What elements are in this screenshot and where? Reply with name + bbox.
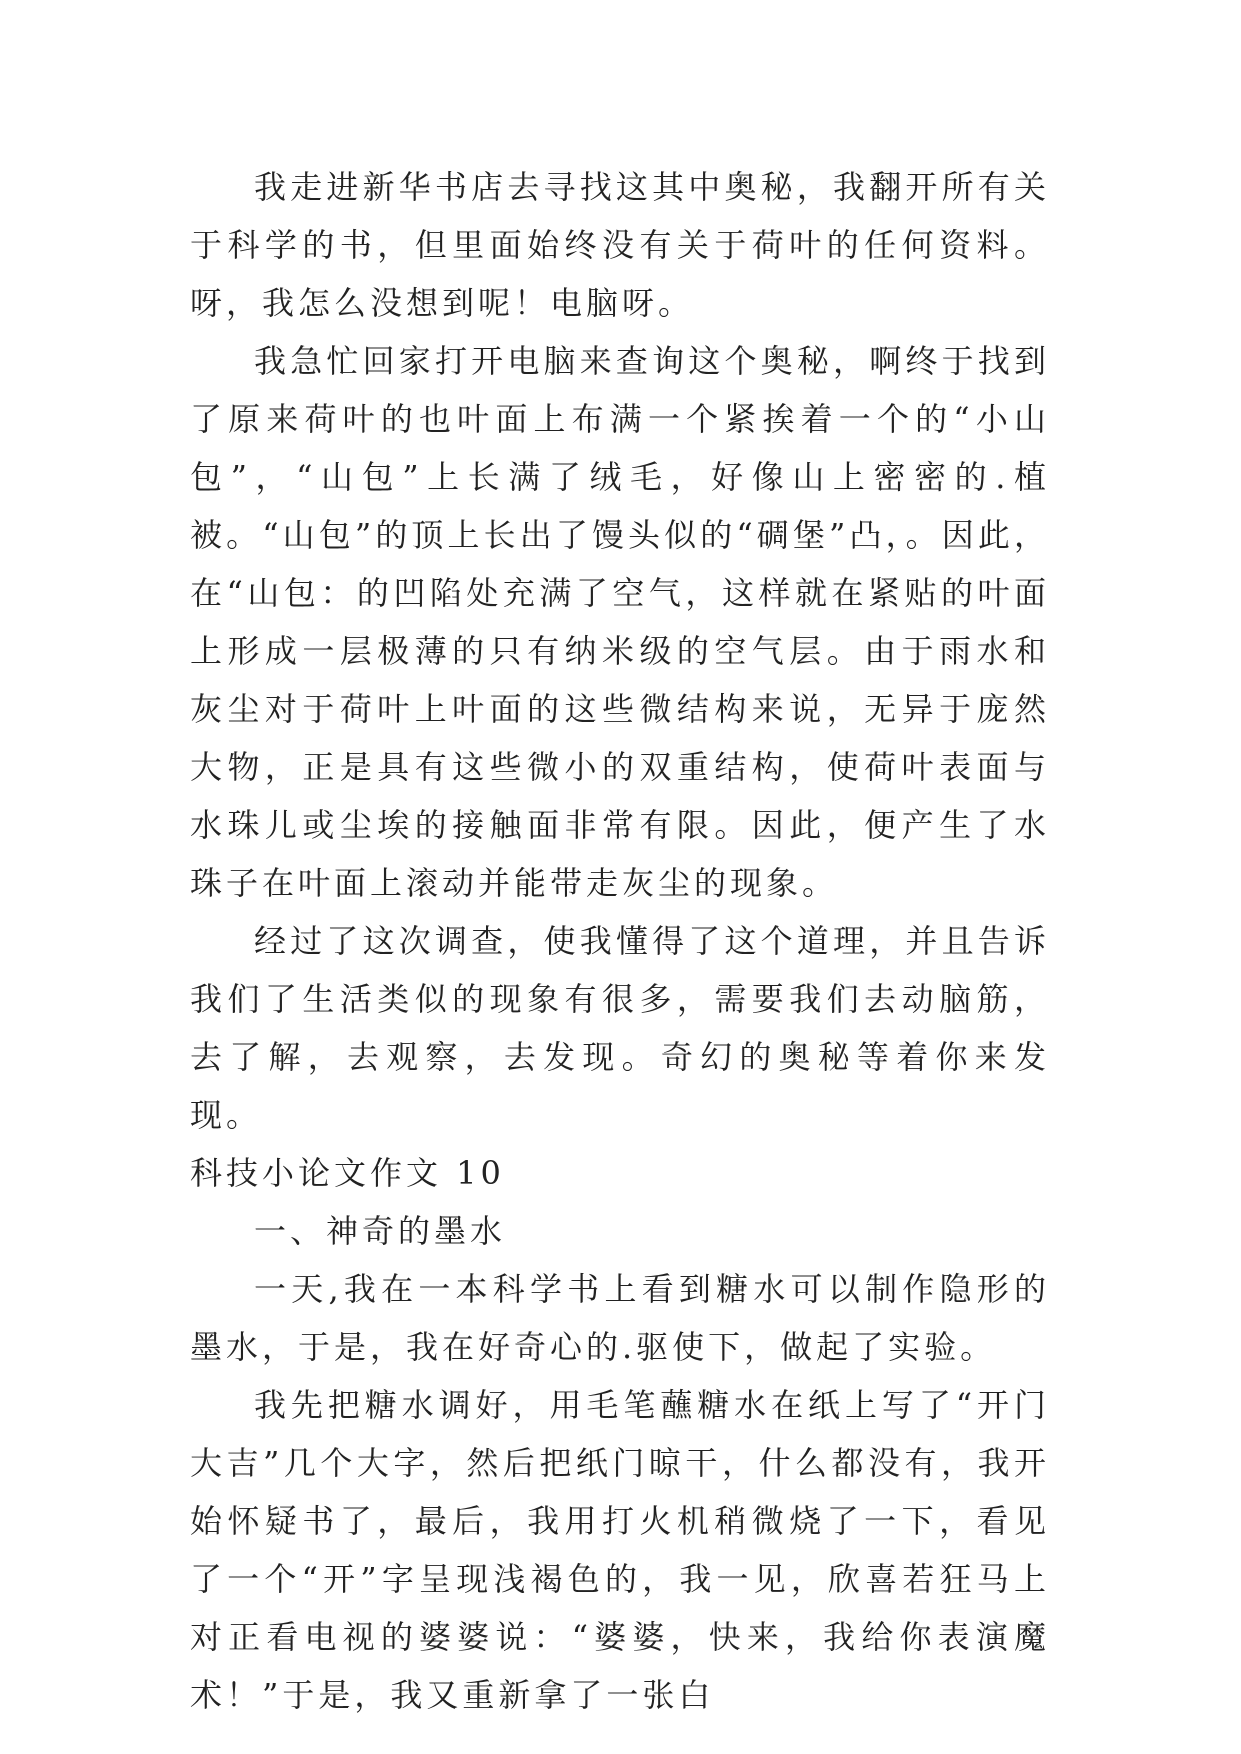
paragraph-ink-intro: 一天,我在一本科学书上看到糖水可以制作隐形的墨水，于是，我在好奇心的.驱使下，做起了实验。 <box>190 1270 1050 1366</box>
section-title: 科技小论文作文 10 <box>190 1154 505 1192</box>
paragraph-bookstore: 我走进新华书店去寻找这其中奥秘，我翻开所有关于科学的书，但里面始终没有关于荷叶的任何资料。呀，我怎么没想到呢！电脑呀。 <box>190 168 1050 322</box>
subsection-title: 一、神奇的墨水 <box>254 1212 507 1250</box>
paragraph-conclusion: 经过了这次调查，使我懂得了这个道理，并且告诉我们了生活类似的现象有很多，需要我们去动脑筋，去了解，去观察，去发现。奇幻的奥秘等着你来发现。 <box>190 922 1050 1134</box>
paragraph-ink-experiment: 我先把糖水调好，用毛笔蘸糖水在纸上写了“开门大吉”几个大字，然后把纸门晾干，什么都没有，我开始怀疑书了，最后，我用打火机稍微烧了一下，看见了一个“开”字呈现浅褐色的，我一见，欣喜若狂马上对正看电视的婆婆说：“婆婆，快来，我给你表演魔术！”于是，我又重新拿了一张白 <box>190 1386 1050 1714</box>
document-body <box>190 158 1050 1724</box>
paragraph-lotus-explanation: 我急忙回家打开电脑来查询这个奥秘，啊终于找到了原来荷叶的也叶面上布满一个紧挨着一个的“小山包”，“山包”上长满了绒毛，好像山上密密的.植被。“山包”的顶上长出了馒头似的“碉堡”凸，。因此，在“山包：的凹陷处充满了空气，这样就在紧贴的叶面上形成一层极薄的只有纳米级的空气层。由于雨水和灰尘对于荷叶上叶面的这些微结构来说，无异于庞然大物，正是具有这些微小的双重结构，使荷叶表面与水珠儿或尘埃的接触面非常有限。因此，便产生了水珠子在叶面上滚动并能带走灰尘的现象。 <box>190 342 1050 902</box>
